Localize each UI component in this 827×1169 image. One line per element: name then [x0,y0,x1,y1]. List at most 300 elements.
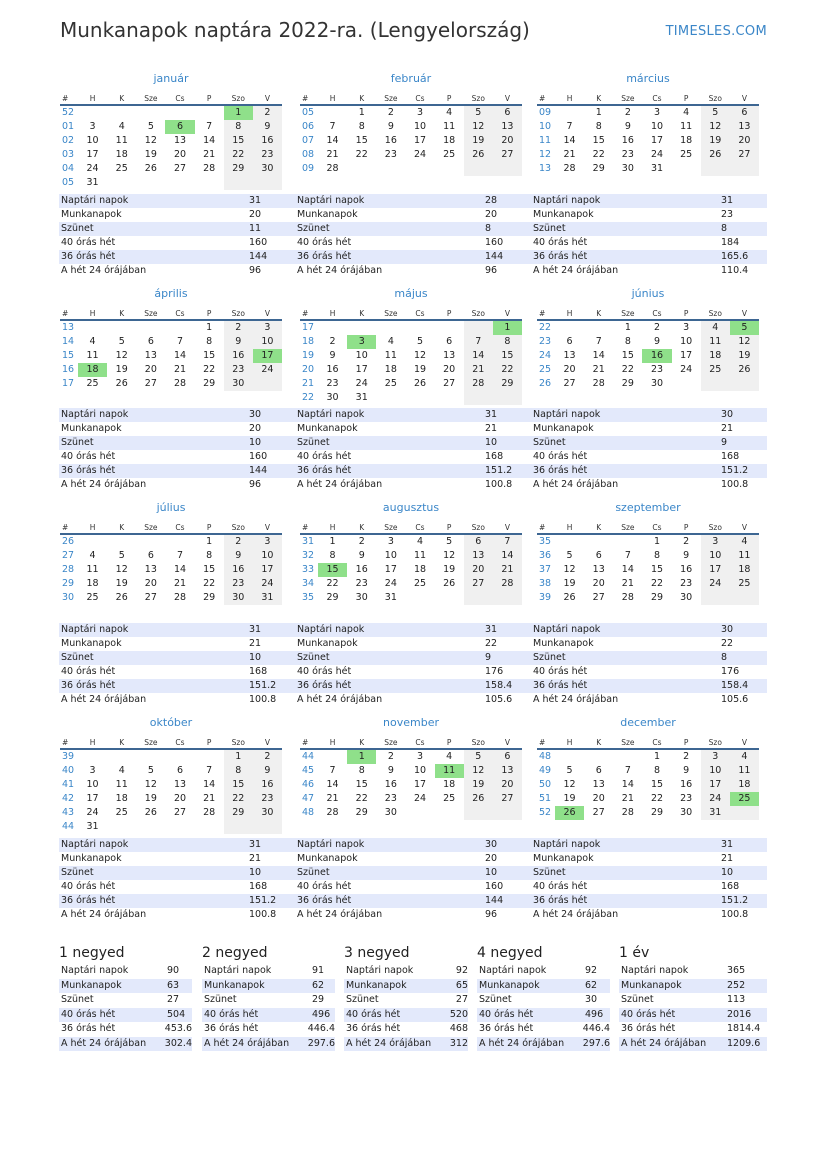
week-number: 09 [302,163,315,174]
week-row [300,549,522,563]
day-cell: 16 [224,563,253,577]
stat-value: 31 [249,624,262,635]
day-cell: 12 [464,120,493,134]
day-cell [78,320,107,335]
weekday-header: # [300,92,318,105]
day-cell: 16 [326,364,339,375]
day-cell: 29 [203,378,216,389]
stat-row [202,1037,335,1052]
day-cell: 9 [224,335,253,349]
weekday-header: Cs [642,307,671,320]
week-row [300,534,522,549]
stat-label: Naptári napok [479,965,547,976]
stat-row [477,979,610,994]
stat-row [295,880,531,894]
day-cell: 30 [650,378,664,389]
stat-row [619,964,767,979]
day-cell [107,176,136,190]
week-row [300,148,522,162]
stat-value: 91 [312,965,325,976]
week-number: 37 [539,564,552,575]
page-title: Munkanapok naptára 2022-ra. (Lengyelország) [60,18,530,42]
stat-label: 40 órás hét [297,666,352,677]
weekday-header: # [537,307,555,320]
day-cell [376,391,405,405]
week-row [60,349,282,363]
stat-value: 21 [249,853,262,864]
day-cell: 15 [224,134,253,148]
day-cell: 17 [86,149,99,160]
week-number: 42 [62,793,75,804]
week-number: 31 [302,536,315,547]
day-cell: 20 [173,793,187,804]
stat-label: 40 órás hét [533,237,588,248]
day-cell: 19 [563,578,576,589]
stat-label: 36 órás hét [297,680,352,691]
stat-row [619,1008,767,1023]
stat-label: A hét 24 órájában [533,909,619,920]
day-cell: 9 [683,550,690,561]
day-cell: 6 [176,765,184,776]
day-cell: 23 [384,149,397,160]
day-cell: 1 [206,536,213,547]
day-cell: 3 [387,536,394,547]
day-cell: 23 [253,148,282,162]
weekday-header: # [60,92,78,105]
day-cell: 7 [176,550,184,561]
stat-row [59,964,192,979]
day-cell: 7 [329,121,336,132]
day-cell: 30 [253,806,282,820]
month-name: április [154,287,188,300]
day-cell: 18 [115,793,128,804]
day-cell: 16 [384,779,397,790]
day-cell [464,806,493,820]
month-name: január [153,72,189,85]
weekday-header: V [730,521,759,534]
quarter-summary [344,944,468,1051]
month-table [300,92,522,176]
day-cell: 13 [592,564,605,575]
day-cell: 18 [443,135,456,146]
month-calendar [537,287,759,391]
holiday-day-cell: 11 [435,764,464,778]
stat-label: 40 órás hét [61,1008,116,1020]
day-cell: 26 [464,148,493,162]
week-row [60,764,282,778]
day-cell: 10 [355,350,368,361]
month-calendar [60,287,282,391]
day-cell [584,749,613,764]
day-cell: 7 [206,765,213,776]
weekday-header: Szo [224,736,253,749]
day-cell: 16 [253,134,282,148]
stat-label: Munkanapok [533,638,594,649]
stat-label: 40 órás hét [297,881,352,892]
month-calendar [60,501,282,605]
day-cell: 5 [566,550,573,561]
stat-label: Naptári napok [533,839,601,850]
day-cell: 1 [224,749,253,764]
quarter-summary [477,944,610,1051]
stat-label: Naptári napok [297,839,365,850]
day-cell: 25 [680,149,693,160]
week-number: 25 [539,364,552,375]
month-name: szeptember [615,501,681,514]
stat-row [59,1022,192,1037]
stat-row [59,408,295,422]
day-cell: 19 [115,364,128,375]
stat-value: 1209.6 [727,1037,761,1049]
weekday-header: Cs [642,92,671,105]
stat-row [531,264,767,278]
stat-value: 96 [249,479,262,490]
weekday-header: Szo [224,92,253,105]
month-calendar [537,501,759,605]
stat-label: A hét 24 órájában [346,1037,432,1049]
day-cell: 31 [650,163,664,174]
stat-value: 168 [721,881,740,892]
stat-row [59,250,295,264]
stat-value: 468 [449,1023,468,1034]
holiday-day-cell: 25 [730,792,759,806]
day-cell: 27 [443,378,456,389]
month-calendar [300,716,522,820]
stat-row [295,908,531,922]
stat-label: Szünet [621,994,654,1005]
day-cell: 24 [86,807,99,818]
stat-row [59,838,295,852]
day-cell: 27 [730,148,759,162]
stat-label: 36 órás hét [61,1023,116,1034]
stat-label: Naptári napok [297,409,365,420]
day-cell: 23 [621,149,634,160]
stat-label: Naptári napok [346,965,414,976]
stat-row [59,993,192,1008]
stat-value: 496 [312,1008,331,1020]
day-cell [584,320,613,335]
weekday-header-row [537,521,759,534]
month-calendar [60,72,282,190]
week-row [300,806,522,820]
day-cell: 11 [86,350,99,361]
day-cell [672,162,701,176]
day-cell: 30 [355,592,368,603]
week-row [537,134,759,148]
weekday-header: Cs [165,307,194,320]
day-cell: 9 [387,765,394,776]
weekday-header: # [300,307,318,320]
day-cell [555,320,584,335]
stat-row [477,1008,610,1023]
weekday-header: V [253,92,282,105]
day-cell: 28 [173,592,187,603]
weekday-header: H [555,92,584,105]
stat-value: 113 [727,994,746,1005]
day-cell: 27 [592,592,605,603]
day-cell: 25 [86,592,99,603]
day-cell: 11 [730,549,759,563]
stat-row [619,1022,767,1037]
weekday-header-row [537,736,759,749]
stat-row [477,964,610,979]
stat-value: 176 [485,666,504,677]
week-number: 27 [62,550,75,561]
stat-value: 90 [167,965,180,976]
stat-value: 96 [249,265,262,276]
month-stats [295,623,531,707]
day-cell: 19 [115,578,128,589]
stat-value: 10 [721,867,734,878]
weekday-header: V [730,736,759,749]
month-stats [59,194,295,278]
weekday-header: Cs [642,736,671,749]
week-number: 12 [539,149,552,160]
week-row [300,764,522,778]
stat-row [531,679,767,693]
day-cell: 15 [621,350,634,361]
day-cell [464,162,493,176]
month-table [300,736,522,820]
day-cell [672,377,701,391]
day-cell [165,534,194,549]
week-row [537,148,759,162]
day-cell [136,105,165,120]
day-cell: 31 [384,592,397,603]
day-cell: 26 [115,378,128,389]
day-cell: 28 [326,163,339,174]
stat-row [344,979,468,994]
stat-value: 8 [721,223,728,234]
day-cell: 23 [253,792,282,806]
month-calendar [537,716,759,820]
weekday-header: Cs [405,307,434,320]
weekday-header: P [435,92,464,105]
day-cell: 30 [680,807,693,818]
stat-row [59,623,295,637]
day-cell: 18 [443,779,456,790]
stat-label: Szünet [533,223,566,234]
day-cell: 3 [683,322,690,333]
day-cell: 25 [384,378,397,389]
stat-value: 10 [249,437,262,448]
day-cell: 5 [566,765,573,776]
week-row [60,176,282,190]
stat-value: 31 [721,839,734,850]
day-cell: 20 [493,778,522,792]
weekday-header: K [347,736,376,749]
day-cell: 24 [701,792,730,806]
day-cell: 14 [173,564,187,575]
week-number: 22 [302,392,315,403]
day-cell: 20 [563,364,576,375]
day-cell: 6 [730,105,759,120]
weekday-header: Cs [165,521,194,534]
week-number: 01 [62,121,75,132]
day-cell: 14 [493,549,522,563]
week-number: 22 [539,322,552,333]
week-number: 08 [302,149,315,160]
stat-value: 144 [485,895,504,906]
stat-row [59,979,192,994]
day-cell: 16 [224,349,253,363]
day-cell: 30 [326,392,339,403]
day-cell: 2 [683,536,690,547]
day-cell: 2 [224,320,253,335]
month-name: május [394,287,428,300]
week-number: 35 [302,592,315,603]
stat-value: 21 [721,853,734,864]
stat-value: 160 [485,881,504,892]
month-table [537,307,759,391]
weekday-header: Szo [701,307,730,320]
week-number: 36 [539,550,552,561]
day-cell: 19 [413,364,427,375]
month-stats [295,408,531,492]
month-table [537,521,759,605]
month-name: december [620,716,676,729]
day-cell: 8 [358,121,365,132]
brand-link[interactable]: TIMESLES.COM [665,24,767,39]
day-cell: 26 [144,807,157,818]
stat-value: 504 [167,1008,186,1020]
day-cell: 5 [701,105,730,120]
stat-row [619,1037,767,1052]
week-number: 32 [302,550,315,561]
day-cell: 3 [416,751,424,762]
quarter-title: 1 év [619,945,650,961]
stat-row [344,964,468,979]
day-cell: 2 [253,105,282,120]
stat-label: Munkanapok [533,423,594,434]
day-cell: 10 [253,549,282,563]
day-cell [107,320,136,335]
day-cell: 14 [203,779,216,790]
day-cell: 15 [650,779,664,790]
stat-value: 151.2 [249,895,277,906]
week-number: 06 [302,121,315,132]
day-cell: 19 [563,793,576,804]
stat-row [202,964,335,979]
stat-row [619,993,767,1008]
day-cell: 17 [413,135,427,146]
day-cell: 6 [147,550,154,561]
stat-row [59,693,295,707]
stat-value: 144 [249,251,268,262]
day-cell [584,534,613,549]
week-number: 14 [62,336,75,347]
week-number: 09 [539,107,552,118]
weekday-header: H [78,736,107,749]
day-cell [224,176,253,190]
day-cell: 13 [592,779,605,790]
day-cell: 5 [118,550,125,561]
day-cell: 23 [355,578,368,589]
day-cell: 13 [443,350,456,361]
week-row [60,377,282,391]
day-cell: 22 [621,364,634,375]
day-cell: 12 [144,135,157,146]
stat-value: 62 [312,979,325,991]
day-cell: 21 [563,149,576,160]
stat-label: Naptári napok [621,965,689,976]
day-cell: 7 [624,765,631,776]
day-cell: 22 [592,149,605,160]
day-cell: 22 [493,363,522,377]
day-cell: 20 [144,364,157,375]
stat-value: 30 [721,624,734,635]
day-cell: 21 [621,578,634,589]
week-row [300,349,522,363]
quarter-title: 4 negyed [477,945,543,961]
stat-label: Szünet [533,867,566,878]
day-cell: 25 [443,793,456,804]
day-cell: 18 [115,149,128,160]
stat-row [531,250,767,264]
day-cell: 10 [413,121,427,132]
stat-label: 36 órás hét [61,895,116,906]
week-number: 11 [539,135,552,146]
stat-value: 31 [485,409,498,420]
stat-label: A hét 24 órájában [61,479,147,490]
stat-label: Naptári napok [61,839,129,850]
day-cell: 13 [493,120,522,134]
month-calendar [300,287,522,405]
stat-label: A hét 24 órájában [61,694,147,705]
month-stats [531,623,767,707]
weekday-header: Szo [464,92,493,105]
day-cell [435,162,464,176]
weekday-header: H [555,307,584,320]
day-cell: 9 [358,550,365,561]
month-stats [531,194,767,278]
stat-label: Szünet [533,437,566,448]
weekday-header: Cs [165,92,194,105]
day-cell [107,105,136,120]
stat-row [59,236,295,250]
day-cell: 24 [680,364,693,375]
day-cell: 26 [115,592,128,603]
stat-value: 27 [455,994,468,1005]
stat-row [59,852,295,866]
stat-row [295,208,531,222]
day-cell: 10 [86,135,99,146]
day-cell: 13 [493,764,522,778]
weekday-header: Szo [224,521,253,534]
day-cell: 19 [464,134,493,148]
day-cell: 24 [86,163,99,174]
day-cell: 21 [592,364,605,375]
week-number: 21 [302,378,315,389]
day-cell: 12 [563,564,576,575]
month-table [60,307,282,391]
day-cell: 14 [592,350,605,361]
week-number: 17 [62,378,75,389]
day-cell: 4 [416,536,424,547]
stat-value: 151.2 [249,680,277,691]
day-cell: 8 [358,765,365,776]
stat-row [344,1022,468,1037]
day-cell: 12 [464,764,493,778]
stat-label: 40 órás hét [533,451,588,462]
day-cell: 5 [118,336,125,347]
year-summary [619,944,767,1051]
day-cell: 7 [464,335,493,349]
weekday-header: Szo [464,736,493,749]
day-cell: 10 [650,121,664,132]
day-cell [107,534,136,549]
stat-value: 31 [249,195,262,206]
